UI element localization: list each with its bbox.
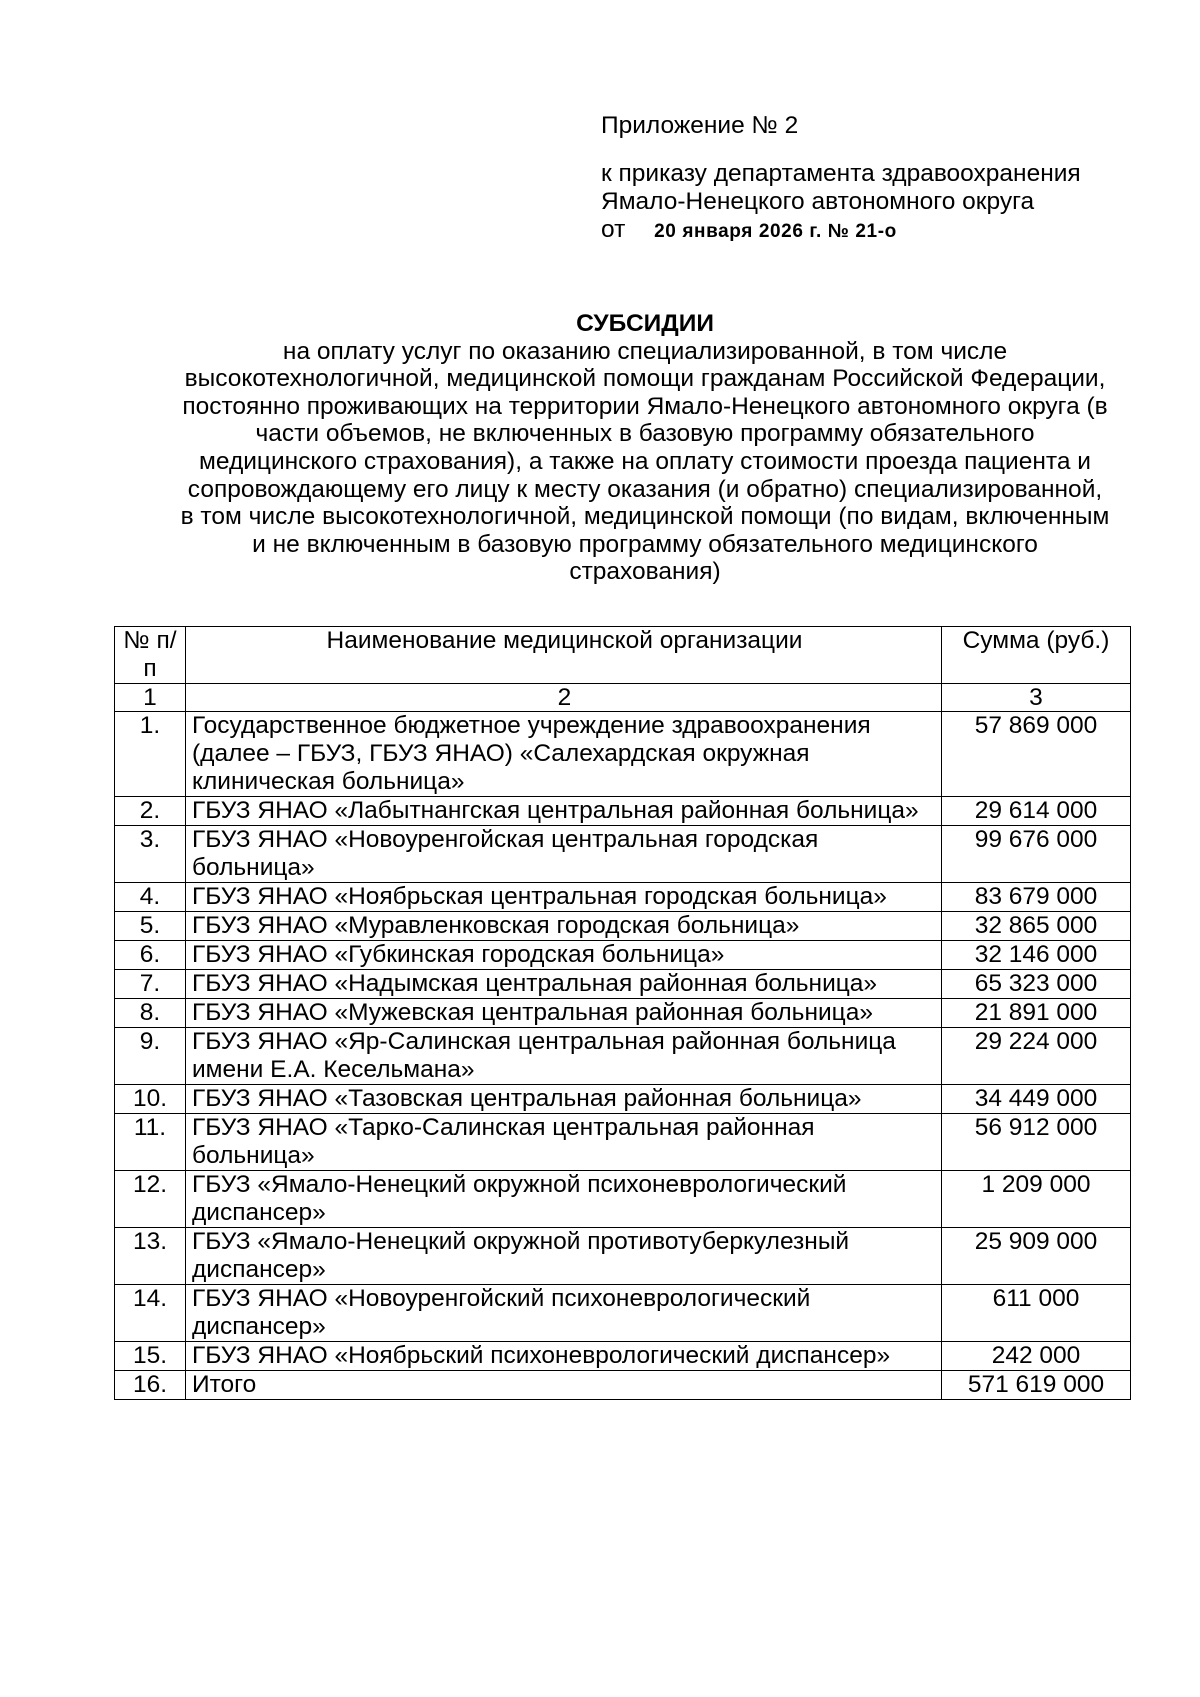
annex-header: [601, 112, 1161, 246]
subsidy-amount: 56 912 000: [942, 1114, 1131, 1171]
table-row: [115, 826, 1131, 883]
total-amount: 571 619 000: [942, 1371, 1131, 1400]
header-organization: Наименование медицинской организации: [186, 627, 942, 684]
row-number: 2.: [115, 797, 186, 826]
subsidy-amount: 25 909 000: [942, 1228, 1131, 1285]
table-row: [115, 1028, 1131, 1085]
row-number: 5.: [115, 912, 186, 941]
header-sum: Сумма (руб.): [942, 627, 1131, 684]
subsidy-amount: 21 891 000: [942, 999, 1131, 1028]
date-prefix: от: [601, 216, 626, 243]
index-cell: 1: [115, 684, 186, 712]
total-label: Итого: [186, 1371, 942, 1400]
table-row: [115, 1342, 1131, 1371]
organization-name: ГБУЗ «Ямало-Ненецкий окружной противотуберкулезный диспансер»: [186, 1228, 942, 1285]
title-heading: СУБСИДИИ: [576, 310, 714, 337]
title-line: и не включенным в базовую программу обязательного медицинского: [252, 530, 1038, 558]
table-row: [115, 1228, 1131, 1285]
subsidy-amount: 611 000: [942, 1285, 1131, 1342]
title-line: части объемов, не включенных в базовую программу обязательного: [255, 420, 1035, 448]
row-number: 3.: [115, 826, 186, 883]
subsidy-amount: 29 614 000: [942, 797, 1131, 826]
organization-name: ГБУЗ ЯНАО «Лабытнангская центральная районная больница»: [186, 797, 942, 826]
row-number: 11.: [115, 1114, 186, 1171]
order-date: 20 января 2026 г. № 21-о: [654, 221, 897, 242]
organization-name: ГБУЗ ЯНАО «Тарко-Салинская центральная районная больница»: [186, 1114, 942, 1171]
organization-name: ГБУЗ ЯНАО «Тазовская центральная районная больница»: [186, 1085, 942, 1114]
row-number: 6.: [115, 941, 186, 970]
organization-name: ГБУЗ ЯНАО «Ноябрьская центральная городская больница»: [186, 883, 942, 912]
subsidy-amount: 32 865 000: [942, 912, 1131, 941]
title-line: страхования): [569, 558, 721, 586]
table-row: [115, 1285, 1131, 1342]
subsidy-amount: 32 146 000: [942, 941, 1131, 970]
subsidy-amount: 29 224 000: [942, 1028, 1131, 1085]
subsidy-amount: 65 323 000: [942, 970, 1131, 999]
organization-name: ГБУЗ «Ямало-Ненецкий окружной психоневрологический диспансер»: [186, 1171, 942, 1228]
subsidy-amount: 57 869 000: [942, 712, 1131, 797]
title-line: сопровождающему его лицу к месту оказания (и обратно) специализированной,: [187, 475, 1103, 503]
order-line-2: Ямало-Ненецкого автономного округа: [601, 188, 1035, 215]
row-number: 7.: [115, 970, 186, 999]
order-date-line: [601, 216, 1161, 246]
subsidy-amount: 242 000: [942, 1342, 1131, 1371]
row-number: 1.: [115, 712, 186, 797]
table-row: [115, 1171, 1131, 1228]
index-cell: 3: [942, 684, 1131, 712]
title-line: постоянно проживающих на территории Ямало-Ненецкого автономного округа (в: [182, 392, 1108, 420]
annex-number: Приложение № 2: [601, 112, 799, 139]
table-index-row: [115, 684, 1131, 712]
row-number: 4.: [115, 883, 186, 912]
subsidy-amount: 99 676 000: [942, 826, 1131, 883]
organization-name: ГБУЗ ЯНАО «Ноябрьский психоневрологический диспансер»: [186, 1342, 942, 1371]
table-row: [115, 883, 1131, 912]
subsidy-amount: 83 679 000: [942, 883, 1131, 912]
table-row: [115, 970, 1131, 999]
table-row: [115, 912, 1131, 941]
row-number: 16.: [115, 1371, 186, 1400]
organization-name: ГБУЗ ЯНАО «Губкинская городская больница»: [186, 941, 942, 970]
row-number: 8.: [115, 999, 186, 1028]
organization-name: Государственное бюджетное учреждение здравоохранения (далее – ГБУЗ, ГБУЗ ЯНАО) «Салехардская окружная клиническая больница»: [186, 712, 942, 797]
order-line-1: к приказу департамента здравоохранения: [601, 160, 1081, 187]
document-title: [130, 310, 1160, 586]
organization-name: ГБУЗ ЯНАО «Надымская центральная районная больница»: [186, 970, 942, 999]
table-row: [115, 712, 1131, 797]
organization-name: ГБУЗ ЯНАО «Новоуренгойский психоневрологический диспансер»: [186, 1285, 942, 1342]
table-row: [115, 797, 1131, 826]
organization-name: ГБУЗ ЯНАО «Новоуренгойская центральная городская больница»: [186, 826, 942, 883]
organization-name: ГБУЗ ЯНАО «Мужевская центральная районная больница»: [186, 999, 942, 1028]
subsidy-amount: 1 209 000: [942, 1171, 1131, 1228]
title-line: высокотехнологичной, медицинской помощи гражданам Российской Федерации,: [184, 365, 1106, 393]
row-number: 14.: [115, 1285, 186, 1342]
row-number: 15.: [115, 1342, 186, 1371]
organization-name: ГБУЗ ЯНАО «Муравленковская городская больница»: [186, 912, 942, 941]
organization-name: ГБУЗ ЯНАО «Яр-Салинская центральная районная больница имени Е.А. Кесельмана»: [186, 1028, 942, 1085]
subsidy-table: [114, 626, 1131, 1400]
index-cell: 2: [186, 684, 942, 712]
row-number: 9.: [115, 1028, 186, 1085]
title-line: на оплату услуг по оказанию специализированной, в том числе: [282, 337, 1008, 365]
title-line: медицинского страхования), а также на оплату стоимости проезда пациента и: [199, 447, 1091, 475]
subsidy-amount: 34 449 000: [942, 1085, 1131, 1114]
row-number: 10.: [115, 1085, 186, 1114]
table-row: [115, 1085, 1131, 1114]
header-number: № п/п: [115, 627, 186, 684]
table-row: [115, 941, 1131, 970]
row-number: 13.: [115, 1228, 186, 1285]
table-row: [115, 999, 1131, 1028]
title-line: в том числе высокотехнологичной, медицинской помощи (по видам, включенным: [180, 503, 1110, 531]
table-row: [115, 1114, 1131, 1171]
table-total-row: [115, 1371, 1131, 1400]
table-header-row: [115, 627, 1131, 684]
row-number: 12.: [115, 1171, 186, 1228]
